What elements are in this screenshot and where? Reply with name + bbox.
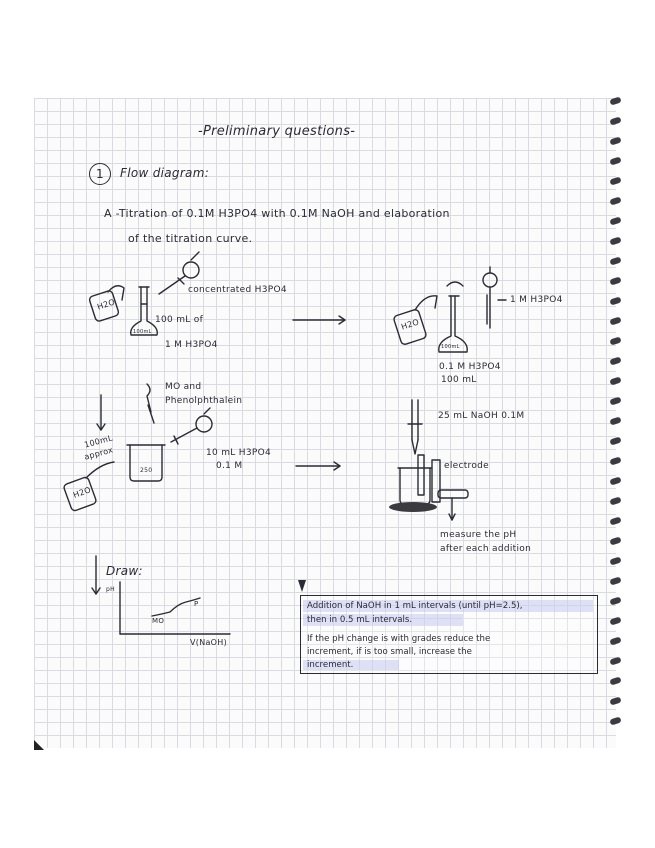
label-diluted-volume: 100 mL: [441, 375, 477, 385]
pipette-2: [483, 267, 506, 328]
note-line-1: Addition of NaOH in 1 mL intervals (until pH=2.5),: [307, 601, 523, 611]
beaker: [127, 445, 165, 481]
subsection-title: A -Titration of 0.1M H3PO4 with 0.1M NaOH and elaboration: [104, 207, 450, 220]
note-line-3: If the pH change is with grades reduce the: [307, 634, 491, 644]
label-measure: measure the pH: [440, 530, 517, 540]
bottle-label-3: H2O: [72, 485, 93, 500]
arrow-right-1: [293, 316, 345, 324]
graph-y-label: pH: [106, 586, 115, 593]
label-concentration: 1 M H3PO4: [165, 340, 218, 350]
flask-mark-2: 100mL: [441, 344, 460, 350]
label-indicators: MO and: [165, 382, 202, 392]
beaker-mark: 250: [140, 467, 153, 474]
label-electrode: electrode: [444, 461, 490, 471]
label-acid-aliquot-conc: 0.1 M: [216, 461, 243, 471]
note-marker: [298, 580, 306, 592]
arrow-down: [97, 395, 105, 430]
section-title: Flow diagram:: [120, 166, 210, 180]
arrow-right-2: [296, 462, 340, 470]
label-indicators-cont: Phenolphthalein: [165, 396, 243, 406]
label-measure-cont: after each addition: [440, 544, 532, 554]
label-naoh-burette: 25 mL NaOH 0.1M: [438, 411, 525, 421]
pipette-3: [171, 408, 212, 444]
label-stock-acid: 1 M H3PO4: [510, 295, 563, 305]
label-volume: 100 mL of: [155, 315, 204, 325]
label-water-volume: 100mL: [83, 433, 114, 450]
volumetric-flask-2: [439, 282, 468, 352]
label-water-approx: approx: [83, 445, 115, 462]
note-box: [300, 595, 598, 674]
note-line-2: then in 0.5 mL intervals.: [307, 615, 413, 625]
flask-mark-1: 100mL: [133, 329, 152, 335]
volumetric-flask-1: [131, 287, 158, 335]
graph-label-p: P: [194, 600, 199, 608]
label-concentrated-acid: concentrated H3PO4: [188, 285, 287, 295]
page-title: -Preliminary questions-: [198, 124, 356, 139]
note-line-5: increment.: [307, 660, 354, 670]
note-line-4: increment, if is too small, increase the: [307, 647, 472, 657]
graph-x-label: V(NaOH): [190, 638, 228, 647]
section-number: 1: [89, 163, 111, 185]
label-diluted-acid: 0.1 M H3PO4: [439, 362, 501, 372]
label-acid-aliquot: 10 mL H3PO4: [206, 448, 271, 458]
graph-label-mo: MO: [152, 617, 165, 625]
subsection-title-cont: of the titration curve.: [128, 232, 253, 245]
graph-title: Draw:: [106, 564, 143, 578]
bottle-label-1: H2O: [96, 297, 117, 312]
bottle-label-2: H2O: [400, 317, 421, 332]
indicator-dropper: [147, 384, 154, 423]
